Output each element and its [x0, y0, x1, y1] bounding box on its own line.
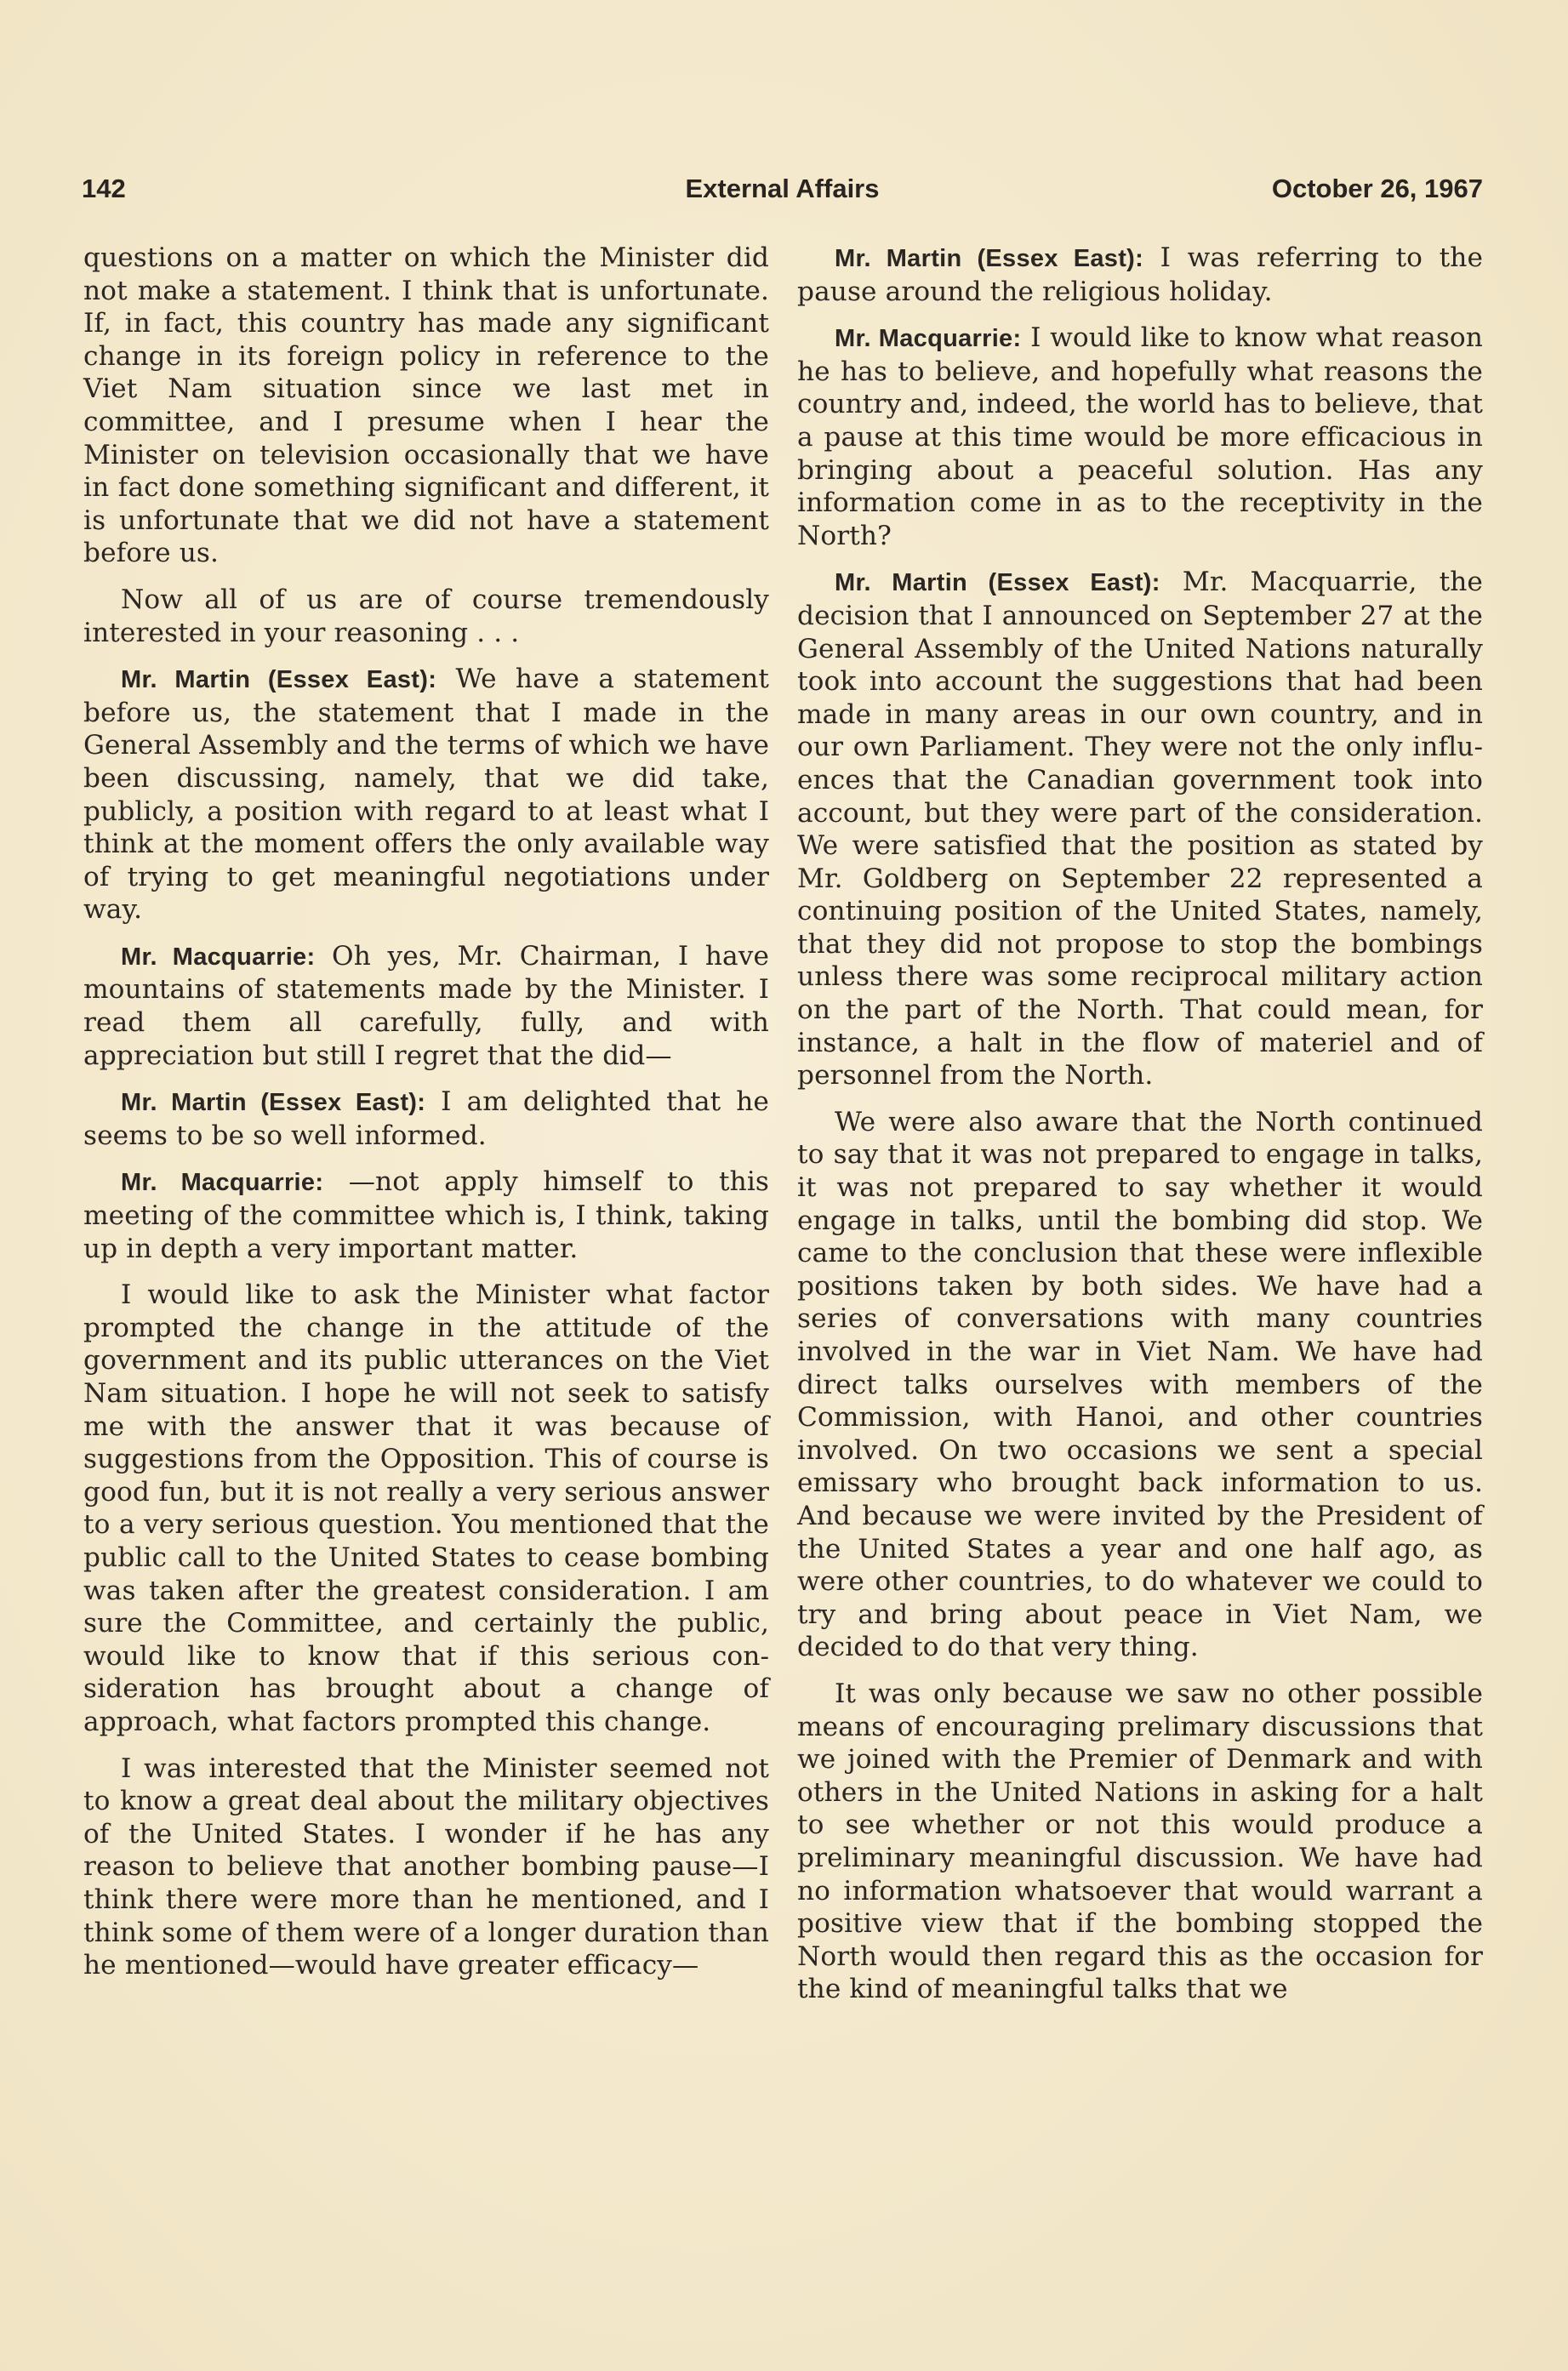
paragraph [797, 1678, 1483, 2006]
paragraph-text: I was interested that the Minister seemed not to know a great deal about the military objectives of the United States. I wonder if he has any reason to believe that another bombing pause—I think there were more than he mentioned, and I think some of them were of a longer duration than he mentioned—would have greater efficacy— [83, 1753, 769, 1981]
paragraph [797, 566, 1483, 1092]
speaker-name: Mr. Macquarrie: [121, 1169, 324, 1197]
paragraph-text: questions on a matter on which the Minister did not make a statement. I think that is unfortunate. If, in fact, this country has made any significant change in its foreign policy in reference to the Viet Nam situation since we last met in committee, and I presume when I hear the Minister on television occasionally that we have in fact done something significant and different, it is unfortunate that we did not have a statement before us. [83, 242, 769, 569]
paragraph [83, 242, 769, 570]
paragraph-text: We have a statement before us, the statement that I made in the General Assembly and the terms of which we have been discussing, namely, that we did take, publicly, a position with regard to at least what I think at the moment offers the only available way of trying to get meaningful negotiations under way. [83, 664, 769, 926]
speaker-name: Mr. Macquarrie: [835, 325, 1022, 353]
header-date: October 26, 1967 [1271, 174, 1483, 203]
paragraph-text: I was referring to the pause around the religious holiday. [797, 242, 1484, 307]
paragraph-text: We were also aware that the North continued to say that it was not prepared to engage in talks, it was not prepared to say whether it would engage in talks, until the bombing did stop. We came to the conclusion that these were inflexible positions taken by both sides. We have had a series of conversations with many countries involved in the war in Viet Nam. We have had direct talks ourselves with members of the Commission, with Hanoi, and other countries involved. On two occasions we sent a special emissary who brought back information to us. And because we were invited by the President of the United States a year and one half ago, as were other countries, to do whatever we could to try and bring about peace in Viet Nam, we decided to do that very thing. [797, 1106, 1483, 1663]
paragraph [83, 584, 769, 649]
paragraph [797, 242, 1483, 308]
paragraph [83, 1166, 769, 1265]
paragraph-text: I am delighted that he seems to be so well informed. [83, 1086, 769, 1151]
paragraph [83, 1753, 769, 1982]
paragraph [797, 322, 1483, 552]
speaker-name: Mr. Macquarrie: [121, 943, 316, 971]
page-number: 142 [82, 174, 126, 203]
speaker-name: Mr. Martin (Essex East): [835, 569, 1160, 597]
speaker-name: Mr. Martin (Essex East): [121, 666, 437, 694]
paragraph [83, 1279, 769, 1738]
left-column [83, 242, 769, 1996]
paragraph-text: I would like to know what reason he has to believe, and hopefully what reasons the country and, indeed, the world has to believe, that a pause at this time would be more efficacious in bringing about a peaceful solution. Has any information come in as to the receptivity in the North? [797, 322, 1483, 551]
paragraph [83, 1086, 769, 1152]
right-column [797, 242, 1483, 2020]
paragraph-text: Oh yes, Mr. Chairman, I have mountains of statements made by the Minister. I read them all carefully, fully, and with appreciation but still I regret that the did— [83, 940, 769, 1071]
paragraph-text: I would like to ask the Minister what factor prompted the change in the attitude of the government and its public utterances on the Viet Nam situation. I hope he will not seek to satisfy me with the answer that it was because of suggestions from the Opposition. This of course is good fun, but it is not really a very serious answer to a very serious question. You mentioned that the public call to the United States to cease bombing was taken after the greatest consideration. I am sure the Committee, and certainly the public, would like to know that if this serious consideration has brought about a change of approach, what factors prompted this change. [83, 1280, 769, 1737]
speaker-name: Mr. Martin (Essex East): [121, 1089, 426, 1117]
paragraph-text: —not apply himself to this meeting of the committee which is, I think, taking up in depth a very important matter. [83, 1166, 769, 1264]
paragraph-text: Now all of us are of course tremendously interested in your reasoning . . . [83, 584, 769, 648]
page-header [82, 174, 1483, 216]
speaker-name: Mr. Martin (Essex East): [835, 245, 1144, 272]
paragraph [83, 663, 769, 926]
running-title: External Affairs [685, 174, 880, 203]
paragraph-text: It was only because we saw no other possible means of encouraging prelimary discussions that we joined with the Premier of Denmark and with others in the United Nations in asking for a halt to see whether or not this would produce a preliminary meaningful discussion. We have had no information whatsoever that would warrant a positive view that if the bombing stopped the North would then regard this as the occasion for the kind of meaningful talks that we [797, 1678, 1483, 2005]
paragraph [797, 1106, 1483, 1664]
paragraph-text: Mr. Macquarrie, the decision that I announced on September 27 at the General Assembly of the United Nations naturally took into account the suggestions that had been made in many areas in our own country, and in our own Parliament. They were not the only influences that the Canadian government took into account, but they were part of the consideration. We were satisfied that the position as stated by Mr. Goldberg on September 22 represented a continuing position of the United States, namely, that they did not propose to stop the bombings unless there was some reciprocal military action on the part of the North. That could mean, for instance, a halt in the flow of materiel and of personnel from the North. [797, 567, 1483, 1091]
paragraph [83, 940, 769, 1072]
